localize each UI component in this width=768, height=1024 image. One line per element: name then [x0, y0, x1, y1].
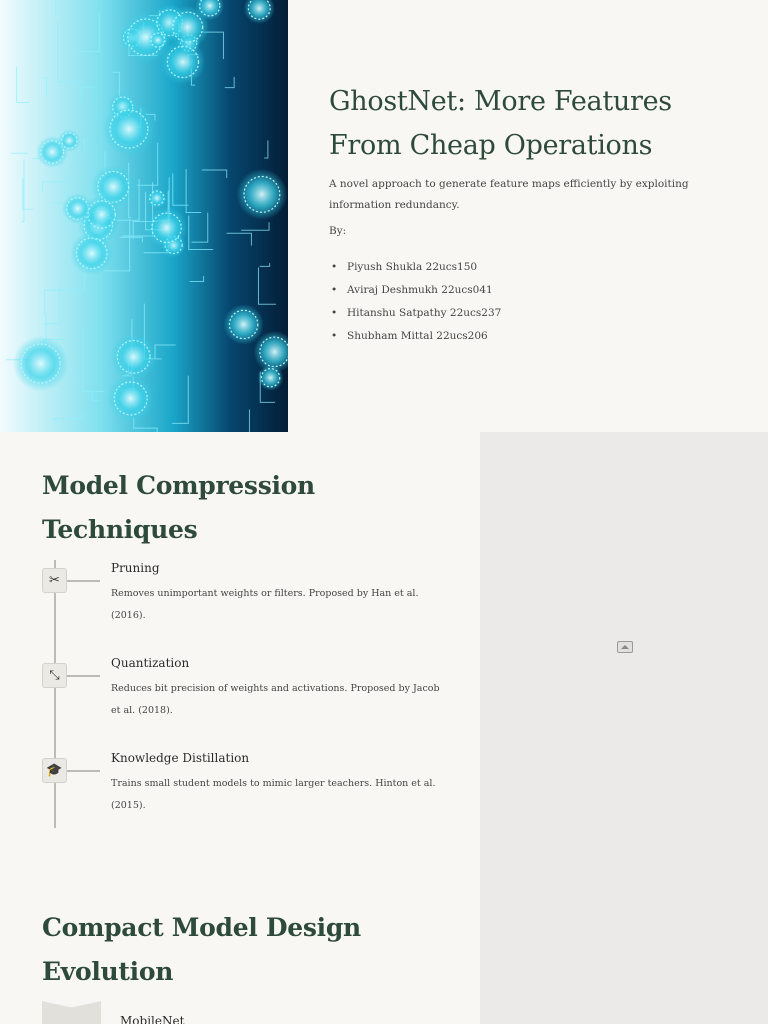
evolution-heading: Compact Model Design Evolution: [42, 913, 361, 986]
evolution-content-pane: [0, 864, 480, 1024]
title-slide: [0, 0, 768, 432]
image-placeholder-icon: [617, 641, 633, 653]
technique-title: Knowledge Distillation: [111, 751, 250, 765]
timeline-connector: [67, 770, 100, 772]
presentation-title: GhostNet: More Features From Cheap Operations: [329, 86, 672, 161]
compression-heading: Model Compression Techniques: [42, 471, 315, 544]
hero-circuit-image: [0, 0, 288, 432]
technique-title: Quantization: [111, 656, 190, 670]
timeline-connector: [67, 580, 100, 582]
image-pane: [480, 432, 768, 864]
author-item: • Piyush Shukla 22ucs150: [329, 256, 501, 279]
scissors-icon: ✂: [42, 568, 67, 593]
compress-icon: ⤡: [42, 663, 67, 688]
compression-slide: [0, 432, 768, 864]
chevron-tab-icon: [42, 1001, 101, 1024]
author-list: [329, 256, 501, 348]
evolution-image-pane: [480, 864, 768, 1024]
presentation-subtitle: A novel approach to generate feature maps efficiently by exploiting information redundancy.: [329, 178, 689, 211]
author-item: • Shubham Mittal 22ucs206: [329, 325, 501, 348]
technique-title: Pruning: [111, 561, 160, 575]
technique-description: Trains small student models to mimic larger teachers. Hinton et al. (2015).: [111, 778, 436, 811]
timeline-line: [54, 560, 56, 828]
by-label: By:: [329, 225, 347, 237]
design-evolution-slide: [0, 864, 768, 1024]
technique-description: Reduces bit precision of weights and activations. Proposed by Jacob et al. (2018).: [111, 683, 440, 716]
model-name: MobileNet: [120, 1014, 185, 1024]
graduation-cap-icon: 🎓: [42, 758, 67, 783]
author-item: • Hitanshu Satpathy 22ucs237: [329, 302, 501, 325]
compression-content-pane: [0, 432, 480, 864]
author-item: • Aviraj Deshmukh 22ucs041: [329, 279, 501, 302]
technique-description: Removes unimportant weights or filters. Proposed by Han et al. (2016).: [111, 588, 419, 621]
timeline-connector: [67, 675, 100, 677]
